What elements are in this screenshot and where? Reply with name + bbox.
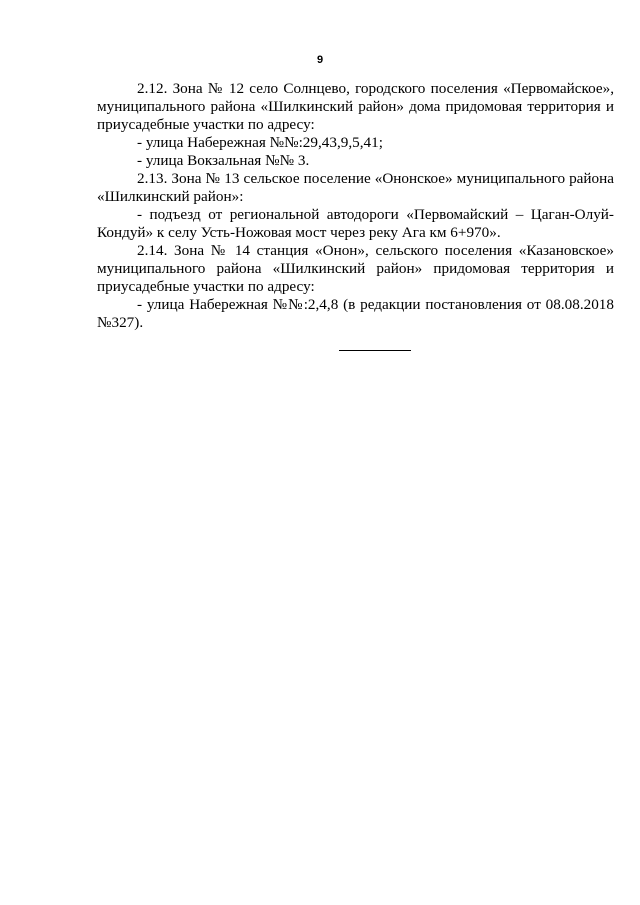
paragraph-naberezhnaya-street-2: - улица Набережная №№:2,4,8 (в редакции постановления от 08.08.2018 №327). (97, 296, 614, 331)
paragraph-zone-14: 2.14. Зона № 14 станция «Онон», сельского поселения «Казановское» муниципального района «Шилкинский район» придомовая территория и приусадебные участки по адресу: (97, 242, 614, 295)
paragraph-vokzalnaya-street: - улица Вокзальная №№ 3. (137, 152, 310, 169)
paragraph-naberezhnaya-street-1: - улица Набережная №№:29,43,9,5,41; (137, 134, 383, 151)
paragraph-zone-12: 2.12. Зона № 12 село Солнцево, городского поселения «Первомайское», муниципального района «Шилкинский район» дома придомовая территория и приусадебные участки по адресу: (97, 80, 614, 133)
paragraph-zone-13: 2.13. Зона № 13 сельское поселение «Ононское» муниципального района «Шилкинский район»: (97, 170, 614, 205)
end-divider-line (339, 350, 411, 351)
paragraph-road-access: - подъезд от региональной автодороги «Первомайский – Цаган-Олуй-Кондуй» к селу Усть-Ножовая мост через реку Ага км 6+970». (97, 206, 614, 241)
page-number: 9 (316, 54, 324, 66)
document-body (97, 80, 614, 332)
